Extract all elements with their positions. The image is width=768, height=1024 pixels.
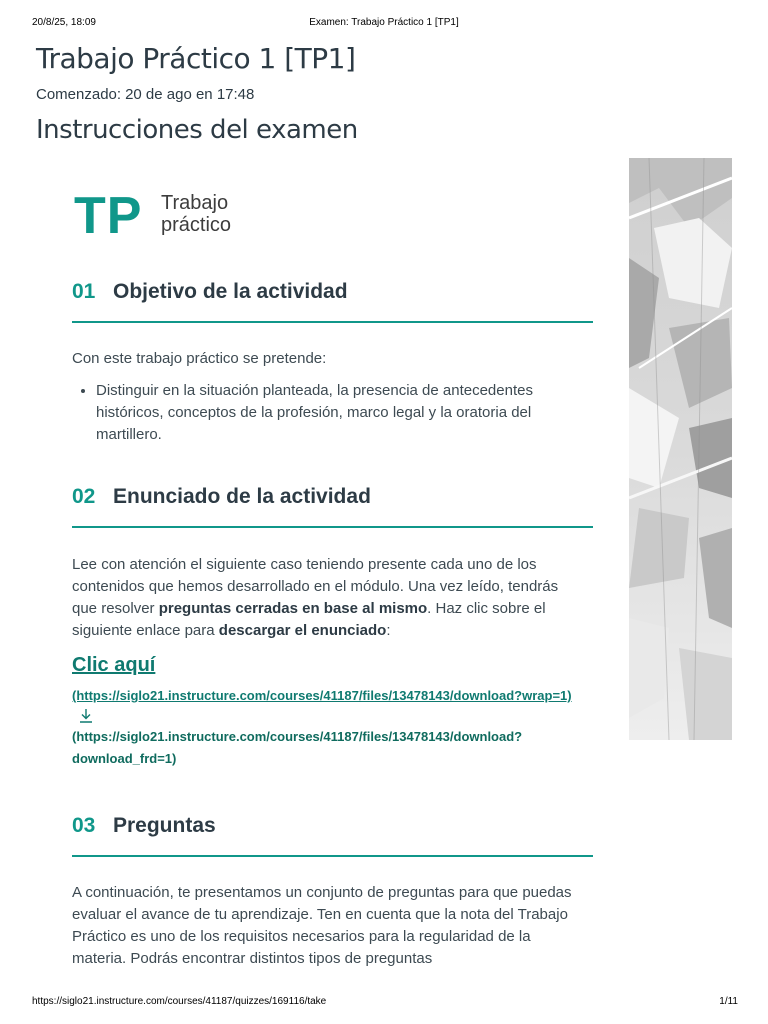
decorative-architecture-image (629, 158, 732, 740)
clic-aqui-link[interactable]: Clic aquí (72, 654, 156, 676)
download-link-wrap[interactable] (72, 685, 572, 729)
section-number: 02 (72, 485, 96, 508)
list-item: • Distinguir en la situación planteada, la presencia de antecedentes históricos, conceptos de la profesión, marco legal y la oratoria del martillero. (96, 380, 572, 446)
started-info (36, 86, 254, 103)
enunciado-paragraph (72, 554, 572, 642)
print-url: https://siglo21.instructure.com/courses/41187/quizzes/169116/take (32, 996, 327, 1007)
section-number: 01 (72, 280, 96, 303)
section-divider (72, 855, 593, 857)
started-label: Comenzado: (36, 86, 122, 103)
logo-word-2: práctico (161, 214, 232, 236)
section-title: Objetivo de la actividad (113, 280, 348, 303)
enunciado-bold-2: descargar el enunciado (218, 622, 387, 639)
preguntas-paragraph: A continuación, te presentamos un conjunto de preguntas para que puedas evaluar el avance de tu aprendizaje. Ten en cuenta que la nota del Trabajo Práctico es uno de los requisitos necesarios para la regularidad de la materia. Podrás encontrar distintos tipos de preguntas (72, 884, 572, 967)
section-title: Enunciado de la actividad (113, 485, 371, 508)
section-divider (72, 526, 593, 528)
objetivo-list (72, 380, 572, 446)
started-value: 20 de ago en 17:48 (125, 86, 255, 103)
print-document-title: Examen: Trabajo Práctico 1 [TP1] (309, 17, 459, 28)
enunciado-text-3: : (386, 622, 391, 639)
enunciado-bold-1: preguntas cerradas en base al mismo (158, 600, 428, 617)
section-number: 03 (72, 814, 96, 837)
logo-letters: TP (74, 187, 143, 245)
page-title: Trabajo Práctico 1 [TP1] (36, 42, 356, 75)
logo-words (161, 192, 231, 236)
enunciado-text-2: . Haz clic sobre el siguiente enlace para (72, 600, 546, 639)
download-link-direct[interactable]: (https://siglo21.instructure.com/courses/41187/files/13478143/download?download_frd=1) (72, 729, 523, 766)
section-title: Preguntas (113, 814, 216, 837)
section-divider (72, 321, 593, 323)
download-icon[interactable] (78, 708, 94, 724)
instructions-heading: Instrucciones del examen (36, 115, 358, 145)
objetivo-intro: Con este trabajo práctico se pretende: (72, 350, 327, 367)
logo-word-1: Trabajo (161, 192, 229, 214)
download-link-wrap-url[interactable]: (https://siglo21.instructure.com/courses/41187/files/13478143/download?wrap=1) (72, 688, 572, 703)
print-datetime: 20/8/25, 18:09 (32, 17, 96, 28)
enunciado-text-1: Lee con atención el siguiente caso teniendo presente cada uno de los contenidos que hemos desarrollado en el módulo. Una vez leído, tendrás que resolver (72, 556, 559, 617)
page-number: 1/11 (719, 996, 738, 1007)
